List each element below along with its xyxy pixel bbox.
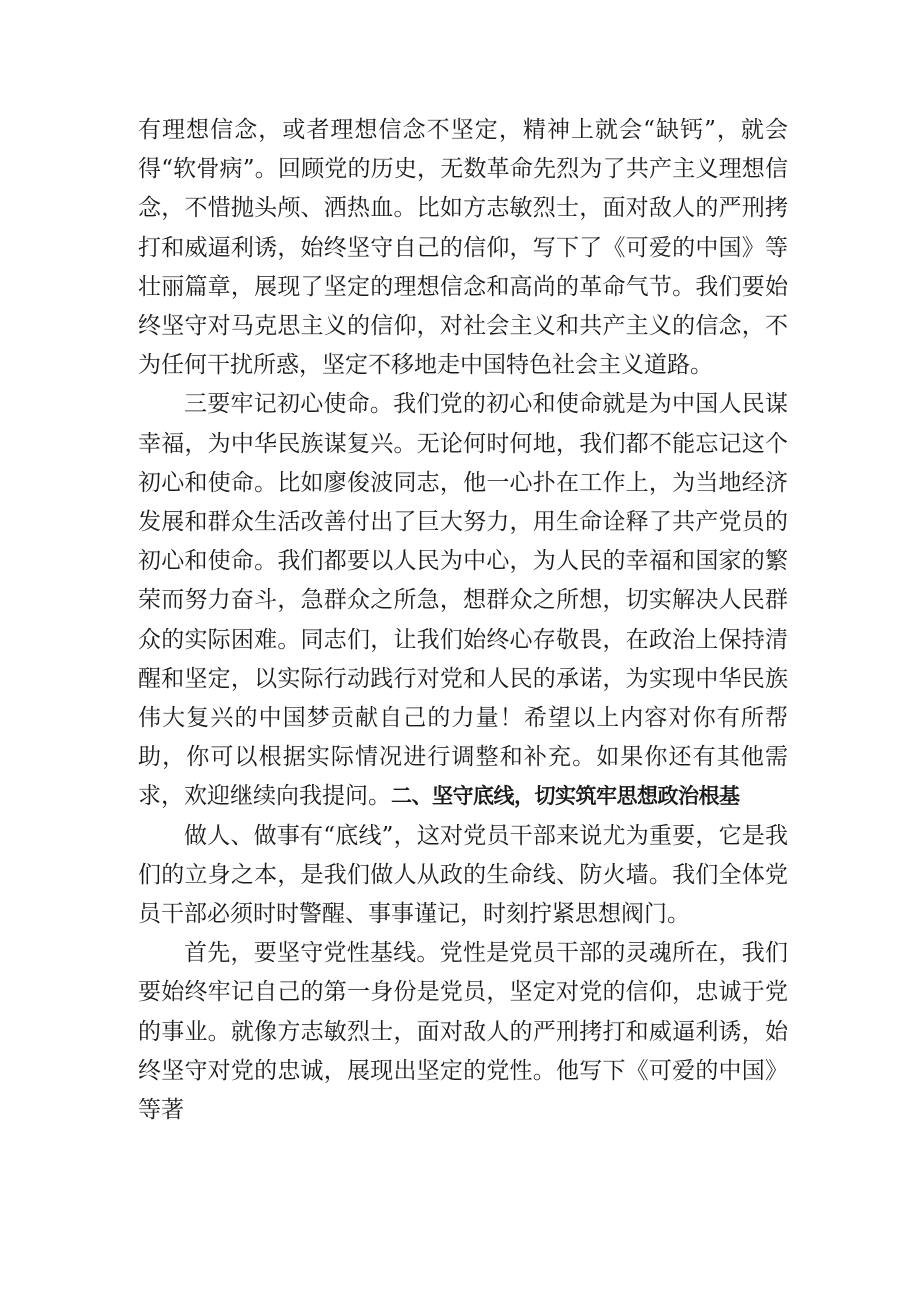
paragraph-mission	[138, 385, 788, 816]
paragraph-text: 有理想信念，或者理想信念不坚定，精神上就会“缺钙”，就会得“软骨病”。回顾党的历史，无数革命先烈为了共产主义理想信念，不惜抛头颅、洒热血。比如方志敏烈士，面对敌人的严刑拷打和威逼利诱，始终坚守自己的信仰，写下了《可爱的中国》等壮丽篇章，展现了坚定的理想信念和高尚的革命气节。我们要始终坚守对马克思主义的信仰，对社会主义和共产主义的信念，不为任何干扰所惑，坚定不移地走中国特色社会主义道路。	[138, 117, 788, 379]
paragraph-text: 首先，要坚守党性基线。党性是党员干部的灵魂所在，我们要始终牢记自己的第一身份是党员，坚定对党的信仰，忠诚于党的事业。就像方志敏烈士，面对敌人的严刑拷打和威逼利诱，始终坚守对党的忠诚，展现出坚定的党性。他写下《可爱的中国》等著	[138, 940, 788, 1124]
section-heading: 二、坚守底线，切实筑牢思想政治根基	[391, 784, 740, 809]
paragraph-bottom-line	[138, 817, 788, 935]
paragraph-ideals	[138, 111, 788, 385]
paragraph-text: 做人、做事有“底线”，这对党员干部来说尤为重要，它是我们的立身之本，是我们做人从政的生命线、防火墙。我们全体党员干部必须时时警醒、事事谨记，时刻拧紧思想阀门。	[138, 822, 788, 928]
paragraph-party-spirit	[138, 934, 788, 1130]
paragraph-text: 三要牢记初心使命。我们党的初心和使命就是为中国人民谋幸福，为中华民族谋复兴。无论何时何地，我们都不能忘记这个初心和使命。比如廖俊波同志，他一心扑在工作上，为当地经济发展和群众生活改善付出了巨大努力，用生命诠释了共产党员的初心和使命。我们都要以人民为中心，为人民的幸福和国家的繁荣而努力奋斗，急群众之所急，想群众之所想，切实解决人民群众的实际困难。同志们，让我们始终心存敬畏，在政治上保持清醒和坚定，以实际行动践行对党和人民的承诺，为实现中华民族伟大复兴的中国梦贡献自己的力量！希望以上内容对你有所帮助，你可以根据实际情况进行调整和补充。如果你还有其他需求，欢迎继续向我提问。	[138, 391, 788, 810]
document-body	[138, 111, 788, 1130]
